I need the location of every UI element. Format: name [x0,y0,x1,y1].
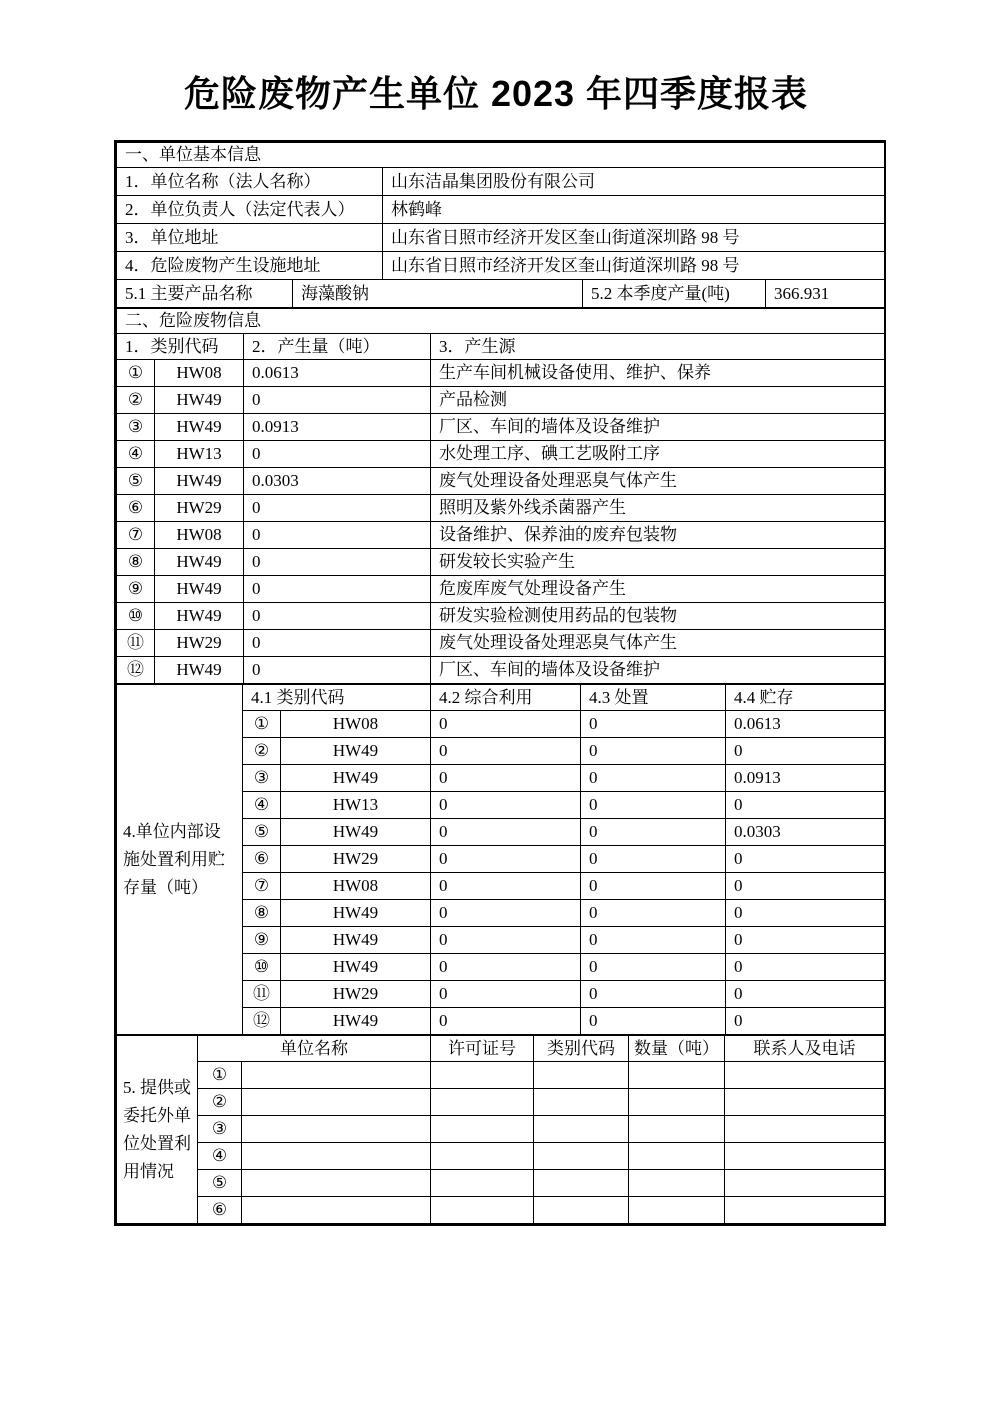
unit-name-cell [242,1170,431,1197]
unit-head-label: 2．单位负责人（法定代表人） [117,196,383,224]
reuse-amount: 0 [431,711,581,738]
table-row [117,1062,885,1089]
reuse-amount: 0 [431,792,581,819]
generated-amount: 0 [244,603,431,630]
disposal-amount: 0 [581,711,726,738]
row-index: ⑫ [243,1008,281,1035]
table-row [117,196,885,224]
table-row [117,468,885,495]
waste-info-table [116,308,885,684]
internal-disposal-table [116,684,885,1035]
category-code: HW49 [281,738,431,765]
reuse-amount: 0 [431,873,581,900]
table-row [117,1116,885,1143]
disposal-amount: 0 [581,900,726,927]
row-index: ② [117,387,155,414]
category-code-cell [534,1062,629,1089]
category-code: HW49 [155,576,244,603]
category-code: HW08 [281,873,431,900]
generation-source: 厂区、车间的墙体及设备维护 [431,414,885,441]
generated-amount: 0 [244,657,431,684]
category-code: HW13 [155,441,244,468]
category-code-cell [534,1170,629,1197]
generated-amount: 0.0913 [244,414,431,441]
unit-name-cell [242,1062,431,1089]
generation-source: 产品检测 [431,387,885,414]
table-row [117,224,885,252]
license-no-cell [431,1170,534,1197]
row-index: ⑫ [117,657,155,684]
generation-source: 设备维护、保养油的废弃包装物 [431,522,885,549]
col-header-contact: 联系人及电话 [725,1036,885,1062]
col-header-generated-amount: 2．产生量（吨） [244,334,431,360]
generation-source: 废气处理设备处理恶臭气体产生 [431,468,885,495]
contact-cell [725,1116,885,1143]
table-row [117,495,885,522]
storage-amount: 0 [726,927,885,954]
disposal-amount: 0 [581,981,726,1008]
storage-amount: 0 [726,792,885,819]
row-index: ① [117,360,155,387]
internal-disposal-label: 4.单位内部设施处置利用贮存量（吨） [117,685,243,1035]
external-header-row [117,1036,885,1062]
waste-header-row [117,334,885,360]
quarter-output-value: 366.931 [766,280,885,308]
license-no-cell [431,1143,534,1170]
generation-source: 研发较长实验产生 [431,549,885,576]
category-code: HW49 [281,954,431,981]
generated-amount: 0.0303 [244,468,431,495]
generated-amount: 0.0613 [244,360,431,387]
disposal-amount: 0 [581,792,726,819]
external-disposal-label: 5. 提供或委托外单位处置利用情况 [117,1036,198,1224]
category-code: HW49 [281,927,431,954]
disposal-amount: 0 [581,819,726,846]
row-index: ⑪ [117,630,155,657]
quantity-cell [629,1089,725,1116]
table-row [117,1143,885,1170]
storage-amount: 0 [726,846,885,873]
generated-amount: 0 [244,630,431,657]
category-code: HW08 [155,522,244,549]
section-title-basic: 一、单位基本信息 [117,143,885,168]
row-index: ⑧ [243,900,281,927]
section-title-waste: 二、危险废物信息 [117,309,885,334]
generated-amount: 0 [244,387,431,414]
contact-cell [725,1143,885,1170]
category-code: HW13 [281,792,431,819]
page-title: 危险废物产生单位 2023 年四季度报表 [183,73,809,114]
quantity-cell [629,1170,725,1197]
reuse-amount: 0 [431,981,581,1008]
category-code: HW49 [155,549,244,576]
section-waste-info-header [117,309,885,334]
unit-name-cell [242,1197,431,1224]
external-disposal-table [116,1035,885,1224]
disposal-amount: 0 [581,927,726,954]
table-row [117,441,885,468]
reuse-amount: 0 [431,1008,581,1035]
reuse-amount: 0 [431,846,581,873]
table-row [117,252,885,280]
category-code-cell [534,1143,629,1170]
category-code: HW49 [155,387,244,414]
disposal-amount: 0 [581,954,726,981]
unit-name-cell [242,1089,431,1116]
row-index: ⑤ [198,1170,242,1197]
row-index: ⑧ [117,549,155,576]
quantity-cell [629,1116,725,1143]
row-index: ⑤ [243,819,281,846]
category-code: HW49 [281,1008,431,1035]
quantity-cell [629,1197,725,1224]
license-no-cell [431,1116,534,1143]
category-code: HW08 [155,360,244,387]
reuse-amount: 0 [431,765,581,792]
storage-amount: 0.0613 [726,711,885,738]
product-name-value: 海藻酸钠 [293,280,583,308]
unit-address-label: 3．单位地址 [117,224,383,252]
category-code-cell [534,1116,629,1143]
category-code: HW49 [281,765,431,792]
col-header-license-no: 许可证号 [431,1036,534,1062]
col-header-disposal: 4.3 处置 [581,685,726,711]
category-code-cell [534,1197,629,1224]
col-header-unit-name: 单位名称 [198,1036,431,1062]
generation-source: 水处理工序、碘工艺吸附工序 [431,441,885,468]
row-index: ① [243,711,281,738]
row-index: ③ [117,414,155,441]
facility-address-value: 山东省日照市经济开发区奎山街道深圳路 98 号 [383,252,885,280]
disposal-amount: 0 [581,873,726,900]
generated-amount: 0 [244,576,431,603]
category-code: HW49 [281,900,431,927]
contact-cell [725,1062,885,1089]
table-row [117,576,885,603]
category-code: HW29 [281,981,431,1008]
col-header-source: 3．产生源 [431,334,885,360]
reuse-amount: 0 [431,738,581,765]
unit-address-value: 山东省日照市经济开发区奎山街道深圳路 98 号 [383,224,885,252]
section-basic-info-header [117,143,885,168]
license-no-cell [431,1197,534,1224]
storage-amount: 0 [726,738,885,765]
category-code: HW49 [155,657,244,684]
table-row [117,549,885,576]
license-no-cell [431,1089,534,1116]
row-index: ④ [243,792,281,819]
license-no-cell [431,1062,534,1089]
table-row [117,657,885,684]
quantity-cell [629,1062,725,1089]
generation-source: 研发实验检测使用药品的包装物 [431,603,885,630]
storage-amount: 0 [726,981,885,1008]
reuse-amount: 0 [431,900,581,927]
storage-amount: 0 [726,873,885,900]
unit-name-cell [242,1143,431,1170]
row-index: ⑨ [117,576,155,603]
row-index: ⑩ [243,954,281,981]
unit-name-cell [242,1116,431,1143]
unit-name-label: 1．单位名称（法人名称） [117,168,383,196]
unit-name-value: 山东洁晶集团股份有限公司 [383,168,885,196]
row-index: ⑨ [243,927,281,954]
table-row [117,280,885,308]
row-index: ③ [198,1116,242,1143]
table-row [117,414,885,441]
basic-info-table [116,142,885,308]
report-form [114,140,886,1226]
storage-amount: 0.0303 [726,819,885,846]
table-row [117,1197,885,1224]
generated-amount: 0 [244,441,431,468]
table-row [117,387,885,414]
row-index: ⑦ [117,522,155,549]
generated-amount: 0 [244,522,431,549]
row-index: ⑪ [243,981,281,1008]
category-code: HW49 [281,819,431,846]
unit-head-value: 林鹤峰 [383,196,885,224]
disposal-amount: 0 [581,765,726,792]
facility-address-label: 4．危险废物产生设施地址 [117,252,383,280]
category-code: HW49 [155,603,244,630]
row-index: ④ [117,441,155,468]
generation-source: 厂区、车间的墙体及设备维护 [431,657,885,684]
quantity-cell [629,1143,725,1170]
col-header-reuse: 4.2 综合利用 [431,685,581,711]
generation-source: 危废库废气处理设备产生 [431,576,885,603]
internal-header-row [117,685,885,711]
generation-source: 废气处理设备处理恶臭气体产生 [431,630,885,657]
row-index: ⑤ [117,468,155,495]
generated-amount: 0 [244,495,431,522]
table-row [117,603,885,630]
storage-amount: 0 [726,954,885,981]
category-code-cell [534,1089,629,1116]
product-name-label: 5.1 主要产品名称 [117,280,293,308]
storage-amount: 0.0913 [726,765,885,792]
row-index: ⑥ [243,846,281,873]
reuse-amount: 0 [431,927,581,954]
generated-amount: 0 [244,549,431,576]
contact-cell [725,1089,885,1116]
disposal-amount: 0 [581,846,726,873]
col-header-category-code: 4.1 类别代码 [243,685,431,711]
generation-source: 生产车间机械设备使用、维护、保养 [431,360,885,387]
table-row [117,360,885,387]
row-index: ⑥ [117,495,155,522]
category-code: HW29 [155,630,244,657]
row-index: ② [243,738,281,765]
category-code: HW29 [281,846,431,873]
reuse-amount: 0 [431,819,581,846]
row-index: ① [198,1062,242,1089]
col-header-storage: 4.4 贮存 [726,685,885,711]
category-code: HW08 [281,711,431,738]
table-row [117,522,885,549]
table-row [117,168,885,196]
col-header-quantity: 数量（吨） [629,1036,725,1062]
category-code: HW29 [155,495,244,522]
disposal-amount: 0 [581,1008,726,1035]
row-index: ⑥ [198,1197,242,1224]
row-index: ② [198,1089,242,1116]
category-code: HW49 [155,414,244,441]
storage-amount: 0 [726,900,885,927]
row-index: ⑦ [243,873,281,900]
row-index: ④ [198,1143,242,1170]
category-code: HW49 [155,468,244,495]
table-row [117,1089,885,1116]
quarter-output-label: 5.2 本季度产量(吨) [583,280,766,308]
generation-source: 照明及紫外线杀菌器产生 [431,495,885,522]
table-row [117,1170,885,1197]
row-index: ③ [243,765,281,792]
col-header-category-code: 类别代码 [534,1036,629,1062]
storage-amount: 0 [726,1008,885,1035]
contact-cell [725,1197,885,1224]
table-row [117,630,885,657]
reuse-amount: 0 [431,954,581,981]
row-index: ⑩ [117,603,155,630]
col-header-category-code: 1．类别代码 [117,334,244,360]
disposal-amount: 0 [581,738,726,765]
contact-cell [725,1170,885,1197]
